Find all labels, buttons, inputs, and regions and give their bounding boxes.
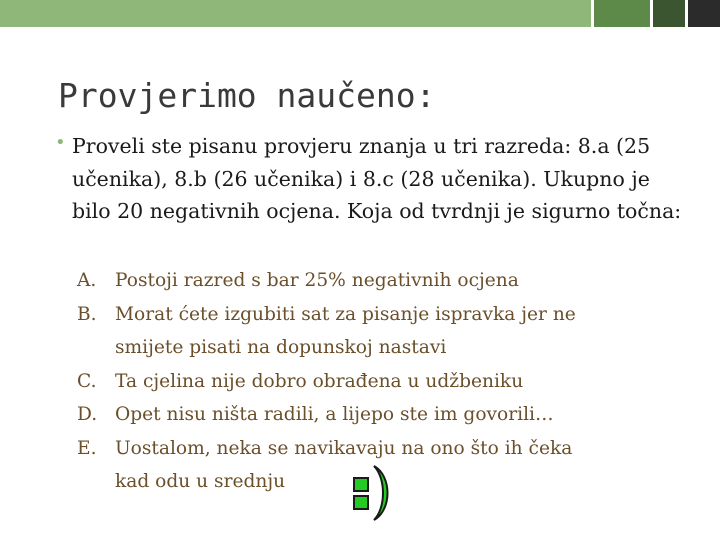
option-text: Ta cjelina nije dobro obrađena u udžbeniku (115, 370, 524, 392)
option-text-continuation: kad odu u srednju (115, 471, 286, 492)
option-text: Opet nisu ništa radili, a lijepo ste im govorili… (115, 404, 554, 425)
bar-segment-black (688, 0, 720, 27)
top-decorative-bar (0, 0, 720, 27)
option-text: Postoji razred s bar 25% negativnih ocjena (115, 270, 519, 291)
bar-segment-dark (653, 0, 685, 27)
option-text: Morat ćete izgubiti sat za pisanje ispravka jer ne (115, 303, 576, 325)
slide-title: Provjerimo naučeno: (58, 76, 436, 115)
option-letter: D. (77, 404, 98, 425)
option-letter: C. (77, 370, 97, 392)
smiley-emoticon-icon (348, 464, 400, 522)
option-a (77, 264, 697, 298)
bar-segment-light (0, 0, 591, 27)
option-text: Uostalom, neka se navikavaju na ono što ih čeka (115, 437, 573, 459)
option-d (77, 398, 697, 432)
option-letter: B. (77, 303, 97, 325)
bullet-dot: • (55, 132, 66, 153)
option-letter: E. (77, 437, 97, 459)
option-text-continuation: smijete pisati na dopunskoj nastavi (115, 337, 447, 358)
option-letter: A. (77, 270, 97, 291)
bar-segment-mid (594, 0, 650, 27)
bullet-text: Proveli ste pisanu provjeru znanja u tri razreda: 8.a (25 učenika), 8.b (26 učenika) i 8.c (28 učenika). Ukupno je bilo 20 negativnih ocjena. Koja od tvrdnji je sigurno točna: (72, 134, 682, 223)
option-c (77, 365, 697, 399)
option-b (77, 298, 697, 365)
